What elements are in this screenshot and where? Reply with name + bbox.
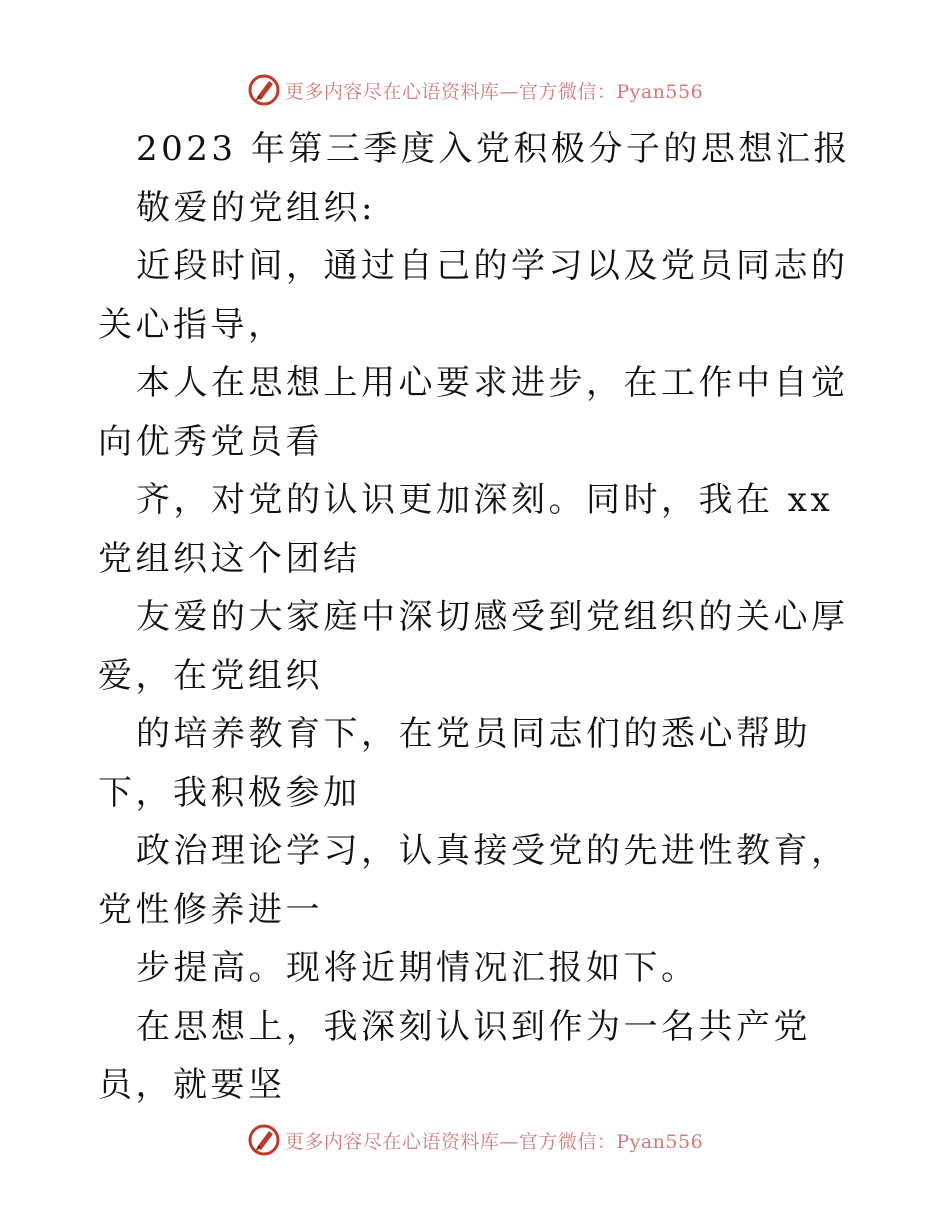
document-body: [98, 120, 858, 1115]
footer-banner: [0, 1120, 950, 1160]
document-title: 2023 年第三季度入党积极分子的思想汇报: [136, 129, 851, 169]
paragraph: 步提高。现将近期情况汇报如下。: [136, 948, 699, 988]
header-banner-text: 更多内容尽在心语资料库—官方微信：Pyan556: [284, 80, 704, 103]
footer-banner-text: 更多内容尽在心语资料库—官方微信：Pyan556: [284, 1130, 704, 1153]
salutation: 敬爱的党组织:: [136, 187, 376, 228]
paragraph: 齐，对党的认识更加深刻。同时，我在 xx 党组织这个团结: [98, 480, 834, 579]
paragraph: 本人在思想上用心要求进步，在工作中自觉向优秀党员看: [98, 363, 849, 462]
paragraph: 政治理论学习，认真接受党的先进性教育，党性修养进一: [98, 831, 849, 930]
paragraph: 的培养教育下，在党员同志们的悉心帮助下，我积极参加: [98, 714, 811, 813]
header-banner: [0, 70, 950, 110]
paragraph: 近段时间，通过自己的学习以及党员同志的关心指导，: [98, 246, 849, 345]
pen-logo-icon: [247, 1123, 281, 1157]
paragraph: 友爱的大家庭中深切感受到党组织的关心厚爱，在党组织: [98, 597, 849, 696]
paragraph: 在思想上，我深刻认识到作为一名共产党员，就要坚: [98, 1006, 811, 1105]
pen-logo-icon: [247, 73, 281, 107]
